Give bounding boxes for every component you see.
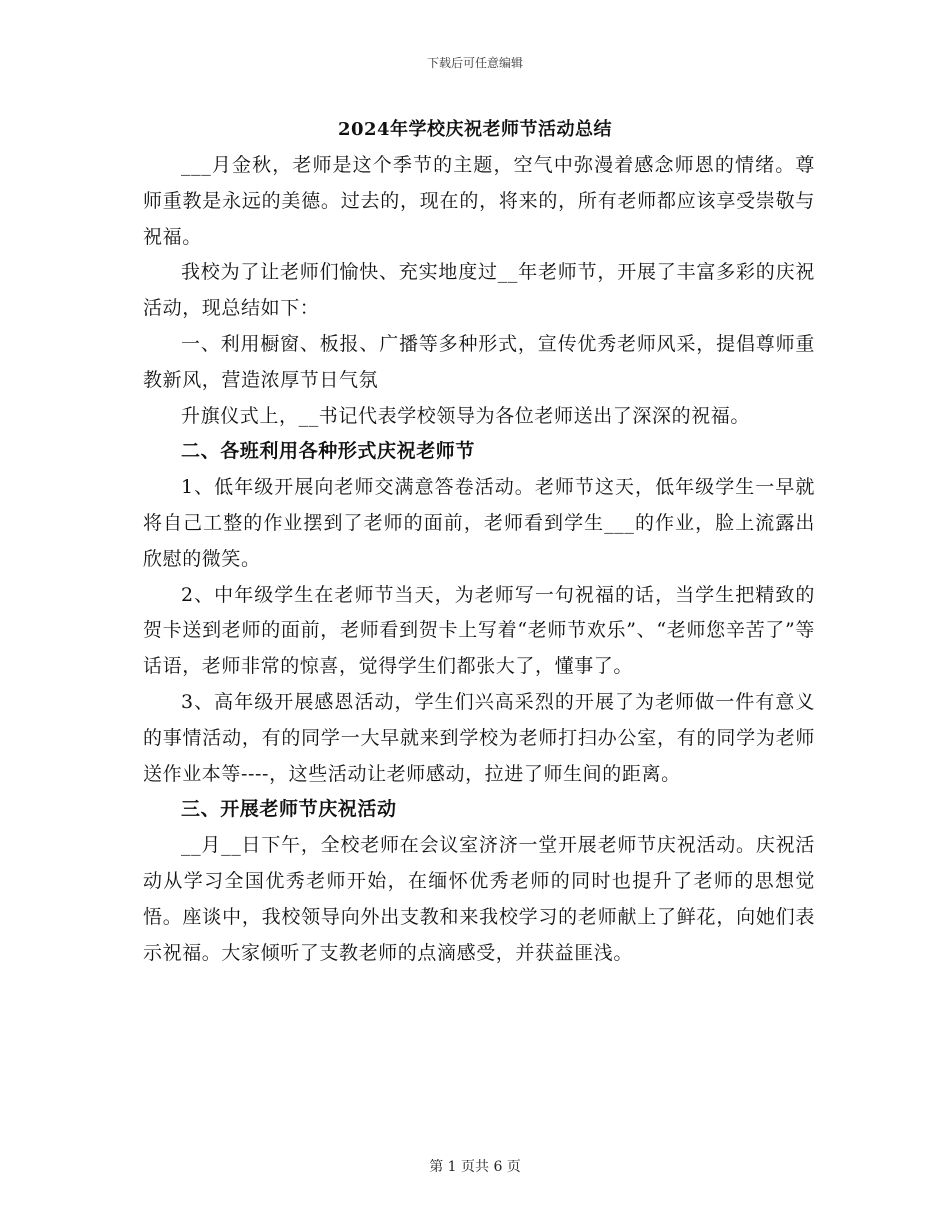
page-footer: 第 1 页共 6 页: [429, 1159, 521, 1175]
paragraph-upper-grade: 3、高年级开展感恩活动，学生们兴高采烈的开展了为老师做一件有意义的事情活动，有的同学一大早就来到学校为老师打扫办公室，有的同学为老师送作业本等----，这些活动让老师感动，拉进了师生间的距离。: [143, 690, 815, 785]
section-heading-2: 二、各班利用各种形式庆祝老师节: [181, 440, 476, 463]
paragraph-lower-grade: 1、低年级开展向老师交满意答卷活动。老师节这天，低年级学生一早就将自己工整的作业摆到了老师的面前，老师看到学生___的作业，脸上流露出欣慰的微笑。: [143, 476, 815, 570]
document-body: [143, 148, 815, 971]
document-title: 2024年学校庆祝老师节活动总结: [337, 119, 613, 140]
paragraph-celebration: __月__日下午，全校老师在会议室济济一堂开展老师节庆祝活动。庆祝活动从学习全国优秀老师开始，在缅怀优秀老师的同时也提升了老师的思想觉悟。座谈中，我校领导向外出支教和来我校学习的老师献上了鲜花，向她们表示祝福。大家倾听了支教老师的点滴感受，并获益匪浅。: [143, 834, 815, 964]
section-heading-3: 三、开展老师节庆祝活动: [181, 798, 397, 821]
page-header-note: 下载后可任意编辑: [426, 56, 523, 70]
paragraph-overview: 我校为了让老师们愉快、充实地度过__年老师节，开展了丰富多彩的庆祝活动，现总结如下：: [143, 261, 815, 320]
paragraph-middle-grade: 2、中年级学生在老师节当天，为老师写一句祝福的话，当学生把精致的贺卡送到老师的面前，老师看到贺卡上写着“老师节欢乐”、“老师您辛苦了”等话语，老师非常的惊喜，觉得学生们都张大了，懂事了。: [143, 583, 815, 678]
paragraph-intro: ___月金秋，老师是这个季节的主题，空气中弥漫着感念师恩的情绪。尊师重教是永远的美德。过去的，现在的，将来的，所有老师都应该享受崇敬与祝福。: [143, 154, 815, 248]
paragraph-section-1: 一、利用橱窗、板报、广播等多种形式，宣传优秀老师风采，提倡尊师重教新风，营造浓厚节日气氛: [143, 332, 815, 391]
paragraph-flag-ceremony: 升旗仪式上，__书记代表学校领导为各位老师送出了深深的祝福。: [181, 404, 751, 427]
